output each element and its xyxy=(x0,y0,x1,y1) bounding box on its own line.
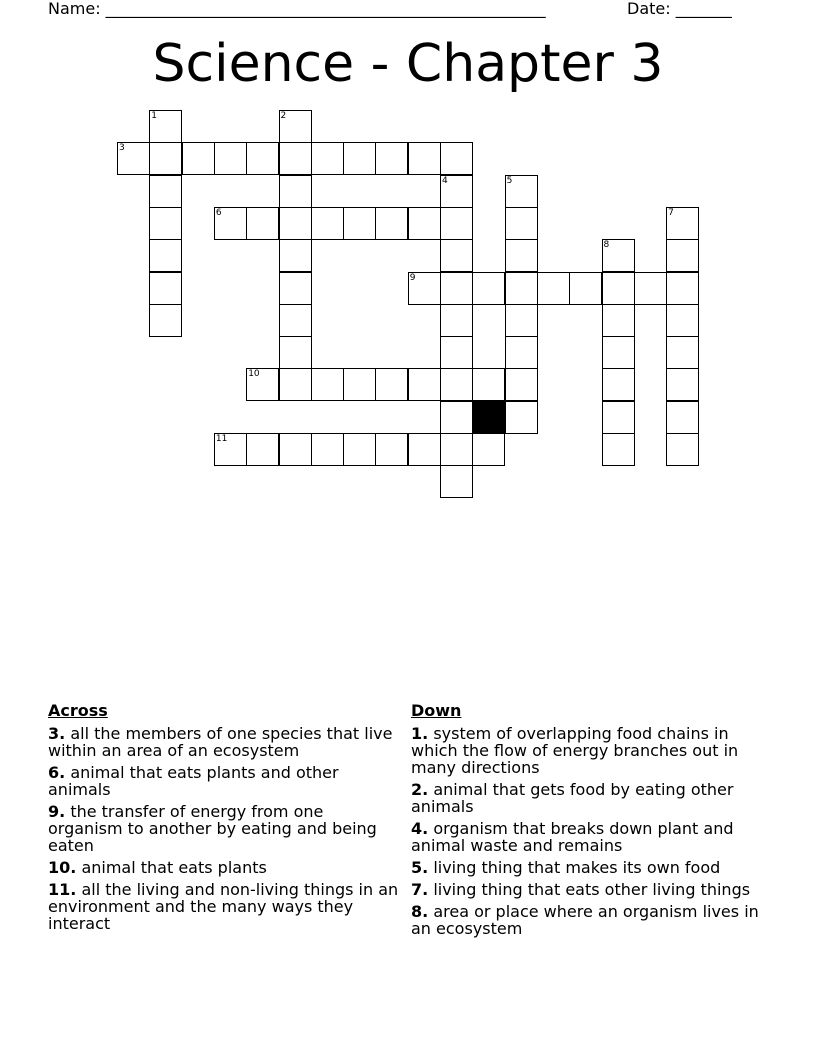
grid-cell[interactable] xyxy=(246,433,279,466)
clue-text: the transfer of energy from one organism to another by eating and being eaten xyxy=(48,802,377,855)
grid-cell[interactable] xyxy=(440,336,473,369)
grid-cell[interactable] xyxy=(279,110,312,143)
grid-cell[interactable] xyxy=(246,368,279,401)
grid-cell[interactable] xyxy=(149,175,182,208)
clue-number: 8. xyxy=(411,902,429,921)
grid-cell[interactable] xyxy=(246,142,279,175)
grid-cell[interactable] xyxy=(440,272,473,305)
clue-text: living thing that eats other living things xyxy=(433,880,751,899)
grid-cell[interactable] xyxy=(117,142,150,175)
down-clues xyxy=(411,702,761,942)
grid-cell[interactable] xyxy=(311,142,344,175)
clue-number: 6 xyxy=(215,207,222,218)
grid-cell[interactable] xyxy=(149,272,182,305)
clue-text: area or place where an organism lives in an ecosystem xyxy=(411,902,759,938)
grid-cell[interactable] xyxy=(440,207,473,240)
grid-cell[interactable] xyxy=(602,239,635,272)
clue-number: 7. xyxy=(411,880,429,899)
grid-cell[interactable] xyxy=(375,142,408,175)
grid-cell[interactable] xyxy=(343,368,376,401)
grid-cell[interactable] xyxy=(505,175,538,208)
grid-cell[interactable] xyxy=(634,272,667,305)
clue-number: 7 xyxy=(668,207,674,218)
grid-cell[interactable] xyxy=(149,207,182,240)
grid-cell[interactable] xyxy=(440,465,473,498)
grid-cell[interactable] xyxy=(279,142,312,175)
grid-cell[interactable] xyxy=(408,272,441,305)
grid-cell[interactable] xyxy=(666,239,699,272)
grid-cell[interactable] xyxy=(214,207,247,240)
grid-cell[interactable] xyxy=(537,272,570,305)
across-heading: Across xyxy=(48,701,108,720)
page-title: Science - Chapter 3 xyxy=(152,34,664,94)
clue-number: 9. xyxy=(48,802,66,821)
grid-cell[interactable] xyxy=(182,142,215,175)
clue-number: 5. xyxy=(411,858,429,877)
grid-cell[interactable] xyxy=(149,142,182,175)
grid-cell[interactable] xyxy=(505,401,538,434)
grid-cell[interactable] xyxy=(569,272,602,305)
clue-number: 5 xyxy=(506,175,513,186)
grid-cell[interactable] xyxy=(666,433,699,466)
down-clue xyxy=(411,781,761,815)
grid-cell[interactable] xyxy=(279,433,312,466)
grid-cell[interactable] xyxy=(472,368,505,401)
date-label: Date: _______ xyxy=(627,0,732,18)
clue-text: all the living and non-living things in an environment and the many ways they interact xyxy=(48,880,399,933)
grid-cell[interactable] xyxy=(472,433,505,466)
grid-cell[interactable] xyxy=(440,175,473,208)
across-clue xyxy=(48,764,400,798)
clue-number: 4 xyxy=(442,175,448,186)
clue-number: 11. xyxy=(48,880,77,899)
clue-number: 11 xyxy=(215,434,228,444)
grid-cell[interactable] xyxy=(375,368,408,401)
grid-cell[interactable] xyxy=(666,304,699,337)
grid-cell[interactable] xyxy=(666,368,699,401)
grid-cell[interactable] xyxy=(505,304,538,337)
grid-cell[interactable] xyxy=(246,207,279,240)
grid-cell[interactable] xyxy=(602,272,635,305)
grid-cell[interactable] xyxy=(279,368,312,401)
clue-text: organism that breaks down plant and animal waste and remains xyxy=(411,819,734,855)
clue-text: animal that eats plants xyxy=(81,858,267,877)
grid-cell[interactable] xyxy=(408,142,441,175)
grid-cell[interactable] xyxy=(279,336,312,369)
grid-cell[interactable] xyxy=(666,336,699,369)
grid-cell[interactable] xyxy=(279,239,312,272)
clue-number: 4. xyxy=(411,819,429,838)
grid-cell[interactable] xyxy=(505,239,538,272)
clue-number: 10 xyxy=(248,369,260,380)
clue-text: all the members of one species that live within an area of an ecosystem xyxy=(48,724,393,760)
clue-number: 6. xyxy=(48,763,66,782)
down-clue xyxy=(411,820,761,854)
across-clue xyxy=(48,859,400,876)
grid-cell[interactable] xyxy=(408,207,441,240)
grid-cell[interactable] xyxy=(279,207,312,240)
clue-text: system of overlapping food chains in which the flow of energy branches out in many directions xyxy=(411,724,739,777)
grid-cell[interactable] xyxy=(279,304,312,337)
grid-cell[interactable] xyxy=(472,272,505,305)
grid-cell[interactable] xyxy=(311,207,344,240)
clue-number: 8 xyxy=(603,240,610,251)
down-heading: Down xyxy=(411,701,462,720)
grid-cell[interactable] xyxy=(214,142,247,175)
grid-cell[interactable] xyxy=(505,272,538,305)
grid-cell[interactable] xyxy=(149,110,182,143)
grid-cell[interactable] xyxy=(602,401,635,434)
clue-number: 2 xyxy=(280,111,287,121)
clue-number: 3. xyxy=(48,724,66,743)
clue-number: 1. xyxy=(411,724,429,743)
grid-cell[interactable] xyxy=(440,368,473,401)
grid-cell[interactable] xyxy=(311,433,344,466)
grid-cell[interactable] xyxy=(505,336,538,369)
grid-cell[interactable] xyxy=(440,239,473,272)
grid-cell[interactable] xyxy=(279,272,312,305)
grid-cell[interactable] xyxy=(214,433,247,466)
across-clue xyxy=(48,803,400,854)
grid-cell[interactable] xyxy=(408,368,441,401)
grid-cell[interactable] xyxy=(343,433,376,466)
grid-cell[interactable] xyxy=(505,368,538,401)
grid-cell[interactable] xyxy=(666,401,699,434)
name-label: Name: _______________________________________________________ xyxy=(48,0,546,18)
grid-cell[interactable] xyxy=(375,207,408,240)
clue-text: animal that eats plants and other animals xyxy=(48,763,339,799)
clue-number: 3 xyxy=(119,143,125,154)
grid-cell[interactable] xyxy=(602,368,635,401)
clue-number: 9 xyxy=(409,272,416,283)
grid-cell[interactable] xyxy=(343,142,376,175)
grid-cell[interactable] xyxy=(666,272,699,305)
grid-cell[interactable] xyxy=(279,175,312,208)
down-clue xyxy=(411,725,761,776)
across-clue xyxy=(48,881,400,932)
across-clue xyxy=(48,725,400,759)
grid-cell[interactable] xyxy=(602,336,635,369)
down-clue xyxy=(411,903,761,937)
grid-cell-black xyxy=(472,401,505,434)
grid-cell[interactable] xyxy=(375,433,408,466)
down-clue xyxy=(411,859,761,876)
grid-cell[interactable] xyxy=(440,433,473,466)
grid-cell[interactable] xyxy=(440,304,473,337)
grid-cell[interactable] xyxy=(408,433,441,466)
down-clue xyxy=(411,881,761,898)
grid-cell[interactable] xyxy=(343,207,376,240)
grid-cell[interactable] xyxy=(149,239,182,272)
clue-number: 2. xyxy=(411,780,429,799)
clue-number: 10. xyxy=(48,858,77,877)
clue-text: animal that gets food by eating other animals xyxy=(411,780,734,816)
clue-number: 1 xyxy=(151,111,158,121)
grid-cell[interactable] xyxy=(602,304,635,337)
grid-cell[interactable] xyxy=(440,401,473,434)
grid-cell[interactable] xyxy=(149,304,182,337)
grid-cell[interactable] xyxy=(602,433,635,466)
across-clues xyxy=(48,702,400,937)
grid-cell[interactable] xyxy=(666,207,699,240)
grid-cell[interactable] xyxy=(440,142,473,175)
grid-cell[interactable] xyxy=(311,368,344,401)
clue-text: living thing that makes its own food xyxy=(433,858,721,877)
grid-cell[interactable] xyxy=(505,207,538,240)
